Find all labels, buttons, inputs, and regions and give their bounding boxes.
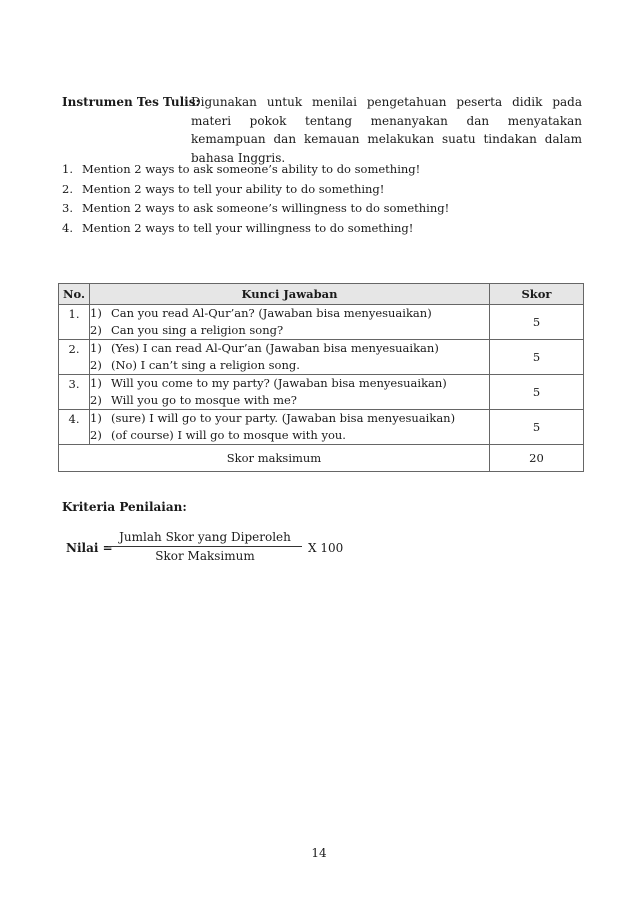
question-item bbox=[62, 199, 449, 219]
row-score: 5 bbox=[490, 375, 584, 410]
answer-number: 1) bbox=[90, 376, 102, 390]
answer-number: 1) bbox=[90, 341, 102, 355]
answer-text: Can you read Al-Qur’an? (Jawaban bisa menyesuaikan) bbox=[111, 306, 432, 320]
row-score: 5 bbox=[490, 340, 584, 375]
answer-cell bbox=[90, 375, 490, 410]
question-text: Mention 2 ways to ask someone’s ability to do something! bbox=[82, 162, 421, 176]
answer-text: Will you go to mosque with me? bbox=[111, 393, 297, 407]
answer-key-table bbox=[58, 283, 584, 472]
question-list bbox=[62, 160, 449, 238]
question-item bbox=[62, 180, 449, 200]
table-total-row bbox=[59, 445, 584, 472]
answer-text: Will you come to my party? (Jawaban bisa menyesuaikan) bbox=[111, 376, 447, 390]
answer-number: 2) bbox=[90, 358, 102, 372]
question-item bbox=[62, 160, 449, 180]
row-score: 5 bbox=[490, 410, 584, 445]
formula-denominator: Skor Maksimum bbox=[155, 549, 255, 563]
answer-cell bbox=[90, 305, 490, 340]
answer-text: (sure) I will go to your party. (Jawaban bisa menyesuaikan) bbox=[111, 411, 456, 425]
row-score: 5 bbox=[490, 305, 584, 340]
answer-line bbox=[90, 427, 489, 444]
page-number: 14 bbox=[311, 846, 327, 860]
row-number: 1. bbox=[59, 305, 90, 340]
row-number: 4. bbox=[59, 410, 90, 445]
score-formula-fraction bbox=[108, 530, 302, 563]
instrumen-label: Instrumen Tes Tulis: bbox=[62, 95, 200, 109]
table-row bbox=[59, 410, 584, 445]
instrumen-description: Digunakan untuk menilai pengetahuan peserta didik pada materi pokok tentang menanyakan dan menyatakan kemampuan dan kemauan melakukan suatu tindakan dalam bahasa Inggris. bbox=[191, 95, 582, 165]
table-row bbox=[59, 340, 584, 375]
answer-line bbox=[90, 392, 489, 409]
table-header-row bbox=[59, 284, 584, 305]
row-number: 2. bbox=[59, 340, 90, 375]
table-row bbox=[59, 375, 584, 410]
header-no: No. bbox=[59, 284, 90, 305]
answer-line bbox=[90, 340, 489, 357]
answer-cell bbox=[90, 410, 490, 445]
answer-line bbox=[90, 410, 489, 427]
answer-cell bbox=[90, 340, 490, 375]
question-number: 4. bbox=[62, 220, 73, 235]
answer-text: (of course) I will go to mosque with you. bbox=[111, 428, 346, 442]
question-text: Mention 2 ways to tell your ability to do something! bbox=[82, 181, 385, 196]
kriteria-title: Kriteria Penilaian: bbox=[62, 500, 187, 514]
question-text: Mention 2 ways to ask someone’s willingness to do something! bbox=[82, 201, 450, 215]
table-row bbox=[59, 305, 584, 340]
answer-number: 2) bbox=[90, 393, 102, 407]
total-value: 20 bbox=[490, 445, 584, 472]
nilai-label: Nilai = bbox=[66, 541, 113, 555]
answer-number: 2) bbox=[90, 323, 102, 337]
question-text: Mention 2 ways to tell your willingness to do something! bbox=[82, 220, 414, 235]
answer-text: Can you sing a religion song? bbox=[111, 323, 284, 337]
question-number: 1. bbox=[62, 162, 73, 176]
row-number: 3. bbox=[59, 375, 90, 410]
question-item bbox=[62, 219, 449, 239]
formula-numerator: Jumlah Skor yang Diperoleh bbox=[119, 530, 291, 544]
answer-number: 1) bbox=[90, 411, 102, 425]
answer-number: 1) bbox=[90, 306, 102, 320]
formula-multiplier: X 100 bbox=[308, 541, 344, 555]
question-number: 3. bbox=[62, 201, 73, 215]
answer-text: (Yes) I can read Al-Qur’an (Jawaban bisa menyesuaikan) bbox=[111, 341, 439, 355]
answer-line bbox=[90, 322, 489, 339]
answer-line bbox=[90, 357, 489, 374]
answer-text: (No) I can’t sing a religion song. bbox=[111, 358, 300, 372]
total-label: Skor maksimum bbox=[59, 445, 490, 472]
question-number: 2. bbox=[62, 181, 73, 196]
header-kunci-jawaban: Kunci Jawaban bbox=[90, 284, 490, 305]
answer-line bbox=[90, 375, 489, 392]
answer-line bbox=[90, 305, 489, 322]
answer-number: 2) bbox=[90, 428, 102, 442]
header-skor: Skor bbox=[490, 284, 584, 305]
